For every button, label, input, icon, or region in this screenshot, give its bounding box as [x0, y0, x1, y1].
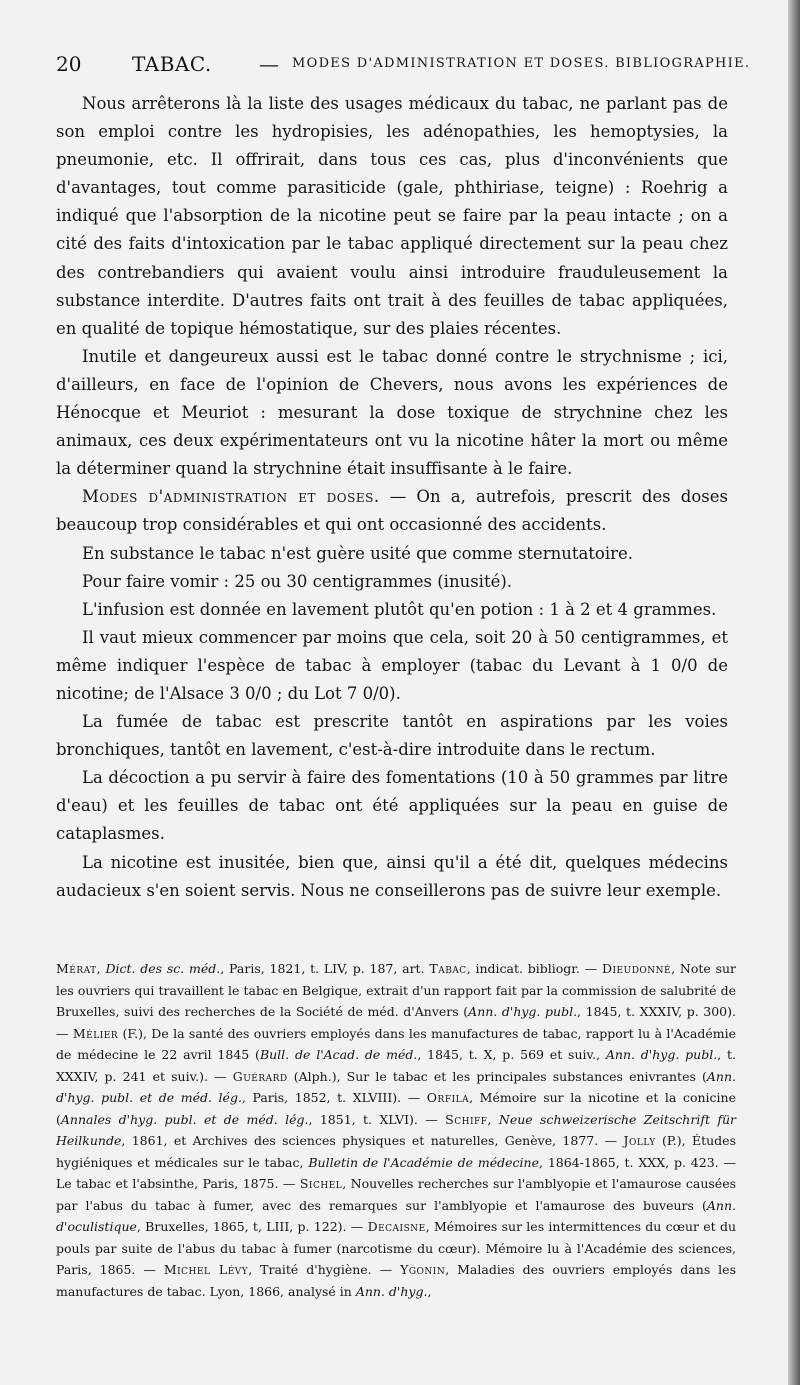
work-title: Neue schweizerische Zeitschrift für Heilkunde [56, 1111, 737, 1148]
bib-text: , Mémoires sur les intermittences du cœur et du pouls par suite de l'abus du tabac à fumer (narcotisme du cœur). Mémoire lu à l'Académie des sciences, Paris, 1865. — [56, 1219, 736, 1277]
bib-text: (Alph.), Sur le tabac et les principales substances enivrantes ( [287, 1068, 707, 1084]
work-title: Bulletin de l'Académie de médecine [308, 1154, 539, 1170]
bib-text: , 1851, t. XLVI). — [308, 1111, 446, 1127]
running-header [56, 50, 751, 78]
paragraph: Pour faire vomir : 25 ou 30 centigrammes (inusité). [82, 571, 513, 591]
author-name: Mérat [56, 961, 97, 976]
author-name: Guérard [232, 1068, 288, 1084]
author-name: Michel Lévy [163, 1262, 249, 1277]
author-name: Sichel [299, 1176, 343, 1191]
work-title: Ann. d'hyg. publ. [468, 1004, 578, 1019]
paragraph: En substance le tabac n'est guère usité que comme sternutatoire. [82, 543, 634, 563]
article-name: Tabac [429, 961, 467, 976]
bib-text: , Mémoire sur la nicotine et la conicine ( [56, 1090, 736, 1127]
author-name: Orfila [426, 1090, 470, 1105]
bib-text: , Paris, 1821, t. LIV, p. 187, art. [220, 961, 430, 976]
author-name: Jolly [623, 1133, 656, 1148]
bib-text: , t. XXXIV, p. 241 et suiv.). — [56, 1047, 736, 1084]
work-title: Ann. d'hyg. publ. [605, 1047, 718, 1062]
header-dash: — [259, 52, 279, 76]
bib-text: , Maladies des ouvriers employés dans les manufactures de tabac. Lyon, 1866, analysé in [56, 1262, 736, 1299]
section-text: — On a, autrefois, prescrit des doses beaucoup trop considérables et qui ont occasionné des accidents. [56, 487, 728, 535]
bib-text: , 1861, et Archives des sciences physiques et naturelles, Genève, 1877. — [121, 1133, 624, 1148]
main-text [56, 90, 728, 905]
paragraph: Il vaut mieux commencer par moins que cela, soit 20 à 50 centigrammes, et même indiquer l'espèce de tabac à employer (tabac du Levant à 1 0/0 de nicotine; de l'Alsace 3 0/0 ; du Lot 7 0/0). [56, 627, 728, 703]
page-number: 20 [56, 52, 82, 76]
bib-text: , Traité d'hygiène. — [248, 1262, 401, 1277]
author-name: Dieudonné [601, 961, 672, 976]
work-title: Ann. d'hyg. publ. et de méd. lég. [56, 1068, 736, 1105]
author-name: Ygonin [400, 1262, 446, 1277]
page-edge-shadow [788, 0, 800, 1385]
bib-text: , [487, 1111, 499, 1127]
paragraph: Inutile et dangeureux aussi est le tabac donné contre le strychnisme ; ici, d'ailleurs, en face de l'opinion de Chevers, nous avons les expériences de Hénocque et Meuriot : mesurant la dose toxique de strychnine chez les animaux, ces deux expérimentateurs ont vu la nicotine hâter la mort ou même la déterminer quand la strychnine était insuffisante à le faire. [56, 346, 728, 479]
bibliography-text [56, 958, 736, 1302]
bib-text: , 1845, t. X, p. 569 et suiv., [417, 1047, 606, 1062]
bib-text: , Paris, 1852, t. XLVIII). — [241, 1090, 427, 1105]
bib-text: , Note sur les ouvriers qui travaillent le tabac en Belgique, extrait d'un rapport fait par la commission de salubrité de Bruxelles, suivi des recherches de la Société de méd. d'Anvers ( [56, 961, 737, 1019]
bib-text: (F.), De la santé des ouvriers employés dans les manufactures de tabac, rapport lu à l'Académie de médecine le 22 avril 1845 ( [56, 1025, 736, 1062]
work-title: Ann. d'hyg. [355, 1283, 428, 1299]
bib-text: , 1845, t. XXXIV, p. 300). — [56, 1004, 736, 1041]
paragraph: Nous arrêterons là la liste des usages médicaux du tabac, ne parlant pas de son emploi contre les hydropisies, les adénopathies, les hemoptysies, la pneumonie, etc. Il offrirait, dans tous ces cas, plus d'inconvénients que d'avantages, tout comme parasiticide (gale, phthiriase, teigne) : Roehrig a indiqué que l'absorption de la nicotine peut se faire par la peau intacte ; on a cité des faits d'intoxication par le tabac appliqué directement sur la peau chez des contrebandiers qui avaient voulu ainsi introduire frauduleusement la substance interdite. D'autres faits ont trait à des feuilles de tabac appliquées, en qualité de topique hémostatique, sur des plaies récentes. [56, 94, 728, 338]
section-heading: Modes d'administration et doses. [82, 487, 380, 507]
bib-text: , [427, 1283, 432, 1299]
author-name: Schiff [445, 1111, 488, 1127]
author-name: Mélier [72, 1025, 119, 1041]
work-title: Annales d'hyg. publ. et de méd. lég. [60, 1111, 309, 1127]
paragraph: La fumée de tabac est prescrite tantôt en aspirations par les voies bronchiques, tantôt en lavement, c'est-à-dire introduite dans le rectum. [56, 712, 728, 760]
header-title: TABAC. [132, 52, 212, 76]
paragraph: L'infusion est donnée en lavement plutôt qu'en potion : 1 à 2 et 4 grammes. [82, 599, 717, 619]
work-title: Dict. des sc. méd. [105, 961, 221, 976]
work-title: Bull. de l'Acad. de méd. [259, 1047, 418, 1062]
bib-text: , Bruxelles, 1865, t, LIII, p. 122). — [136, 1219, 368, 1234]
bib-text: , indicat. bibliogr. — [466, 961, 602, 976]
paragraph: La nicotine est inusitée, bien que, ainsi qu'il a été dit, quelques médecins audacieux s'en soient servis. Nous ne conseillerons pas de suivre leur exemple. [56, 852, 728, 900]
bib-text: , 1864-1865, t. XXX, p. 423. — Le tabac et l'absinthe, Paris, 1875. — [56, 1154, 737, 1191]
bib-text: , Nouvelles recherches sur l'amblyopie et l'amaurose causées par l'abus du tabac à fumer, avec des remarques sur l'amblyopie et l'amaurose des buveurs ( [56, 1176, 737, 1213]
bib-text: , [96, 961, 106, 976]
header-subtitle: MODES D'ADMINISTRATION ET DOSES. BIBLIOGRAPHIE. [292, 56, 751, 71]
bibliography [56, 958, 736, 1302]
paragraph [56, 483, 728, 539]
paragraph: La décoction a pu servir à faire des fomentations (10 à 50 grammes par litre d'eau) et les feuilles de tabac ont été appliquées sur la peau en guise de cataplasmes. [56, 768, 728, 844]
work-title: Ann. d'oculistique [56, 1197, 736, 1234]
author-name: Decaisne [367, 1219, 426, 1234]
bib-text: (P.), Études hygiéniques et médicales sur le tabac, [56, 1133, 736, 1170]
